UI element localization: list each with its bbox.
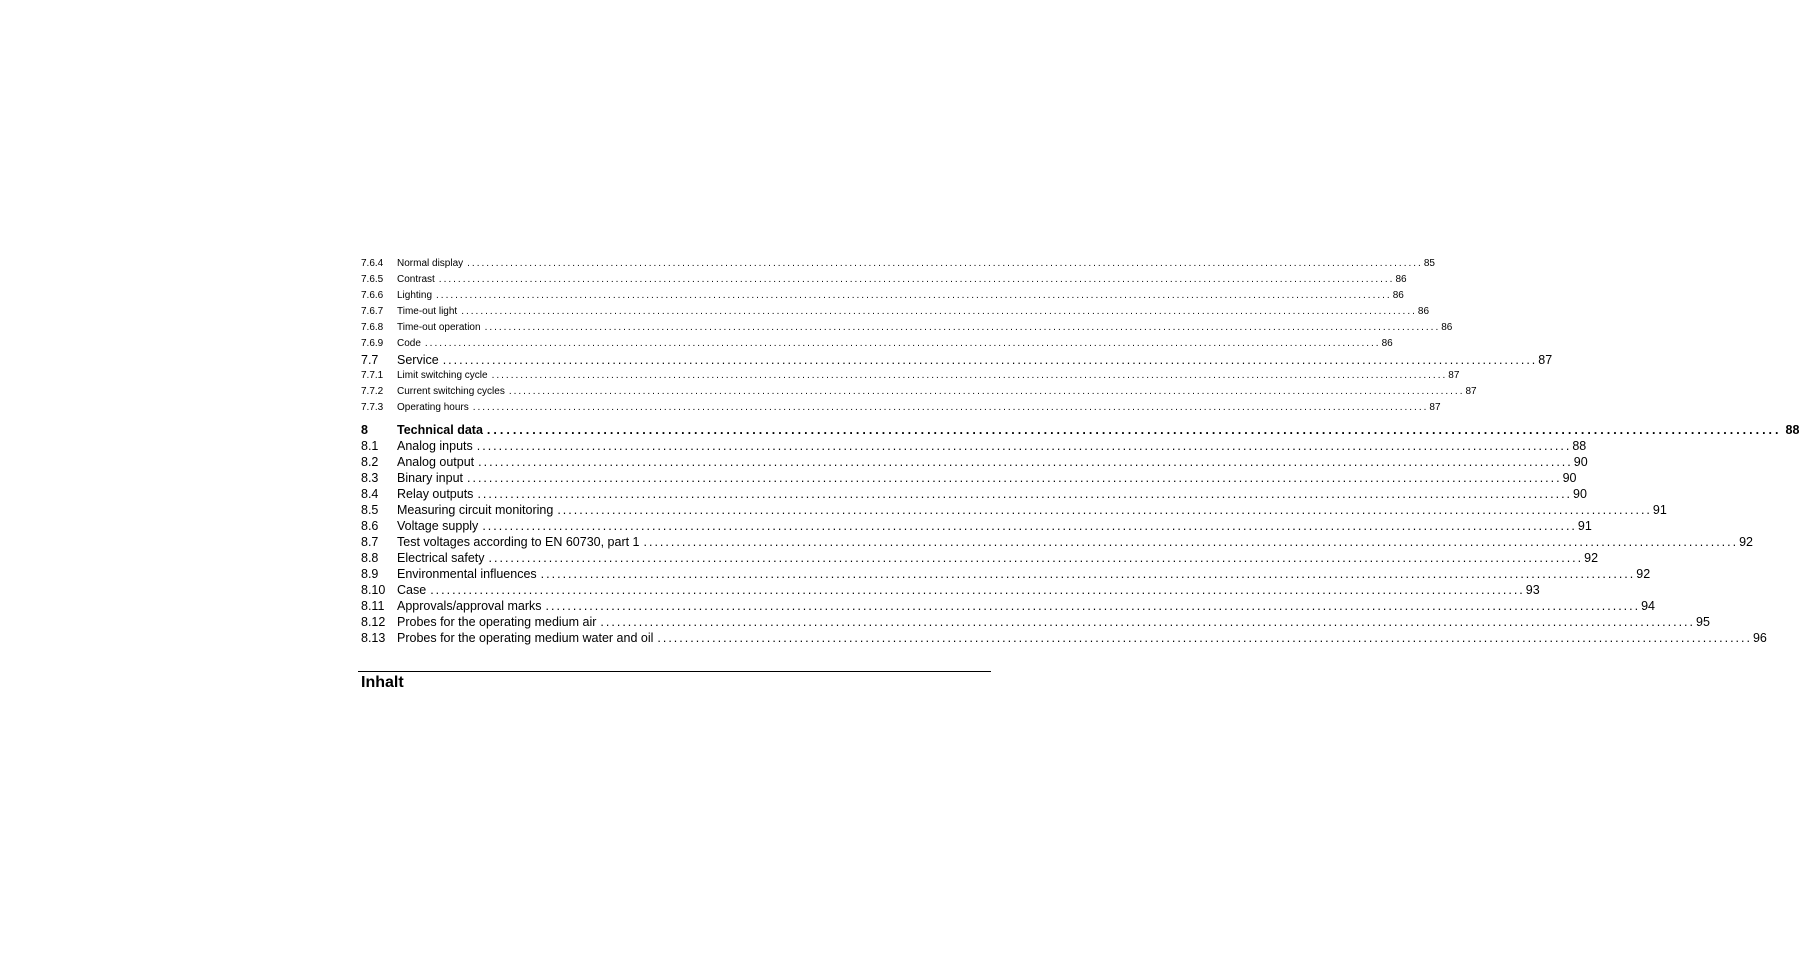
toc-entry-page: 94 bbox=[1641, 599, 1656, 613]
toc-entry-title: Time-out operation bbox=[397, 322, 481, 333]
toc-entry-page: 93 bbox=[1525, 583, 1540, 597]
toc-entry[interactable] bbox=[361, 454, 1588, 470]
toc-entry-title: Binary input bbox=[397, 471, 464, 485]
toc-leader-dots: ........................................................................................................................................................................................................ bbox=[424, 338, 1381, 349]
toc-entry-number: 8.1 bbox=[361, 439, 379, 453]
toc-leader-dots: ........................................................................................................................................................................................................ bbox=[472, 402, 1429, 413]
toc-entry-page: 96 bbox=[1752, 631, 1767, 645]
toc-entry-number: 8.4 bbox=[361, 487, 379, 501]
toc-entry[interactable] bbox=[361, 422, 1799, 438]
toc-entry-page: 86 bbox=[1395, 274, 1407, 285]
toc-entry-title: Approvals/approval marks bbox=[397, 599, 542, 613]
toc-entry[interactable] bbox=[361, 336, 1393, 352]
toc-entry-title: Current switching cycles bbox=[397, 386, 505, 397]
toc-leader-dots: ........................................................................................................................................................................................................ bbox=[508, 386, 1465, 397]
toc-leader-dots: ........................................................................................................................................................................................................ bbox=[442, 353, 1538, 367]
table-of-contents bbox=[361, 256, 1799, 646]
toc-entry-page: 90 bbox=[1573, 487, 1587, 501]
toc-entry[interactable] bbox=[361, 614, 1710, 630]
toc-entry-number: 8 bbox=[361, 423, 368, 437]
toc-entry-page: 92 bbox=[1584, 551, 1599, 565]
toc-leader-dots: ........................................................................................................................................................................................................ bbox=[436, 290, 1392, 301]
toc-entry[interactable] bbox=[361, 518, 1592, 534]
toc-entry-title: Voltage supply bbox=[397, 519, 479, 533]
toc-entry-number: 7.6.4 bbox=[361, 258, 384, 269]
toc-entry[interactable] bbox=[361, 502, 1667, 518]
toc-entry-title: Limit switching cycle bbox=[397, 370, 488, 381]
toc-entry-number: 7.7.2 bbox=[361, 386, 384, 397]
toc-entry-number: 8.11 bbox=[361, 599, 385, 613]
toc-entry[interactable] bbox=[361, 486, 1587, 502]
toc-entry-page: 95 bbox=[1696, 615, 1710, 629]
toc-entry-number: 8.3 bbox=[361, 471, 379, 485]
toc-entry-page: 90 bbox=[1562, 471, 1577, 485]
toc-entry-number: 8.10 bbox=[361, 583, 386, 597]
toc-entry-page: 91 bbox=[1652, 503, 1667, 517]
toc-entry-number: 7.7.1 bbox=[361, 370, 384, 381]
toc-entry-number: 7.6.8 bbox=[361, 322, 384, 333]
toc-entry[interactable] bbox=[361, 630, 1767, 646]
toc-leader-dots: ........................................................................................................................................................................................................ bbox=[482, 519, 1577, 533]
toc-leader-dots: ........................................................................................................................................................................................................ bbox=[491, 370, 1448, 381]
toc-entry[interactable] bbox=[361, 598, 1656, 614]
toc-leader-dots: ........................................................................................................................................................................................................ bbox=[488, 551, 1584, 565]
toc-entry-page: 90 bbox=[1573, 455, 1588, 469]
toc-leader-dots: ........................................................................................................................................................................................................ bbox=[461, 306, 1417, 317]
toc-leader-dots: ........................................................................................................................................................................................................ bbox=[467, 258, 1423, 269]
toc-leader-dots: ........................................................................................................................................................................................................ bbox=[467, 471, 1562, 485]
toc-leader-dots: ........................................................................................................................................................................................................ bbox=[438, 274, 1395, 285]
toc-entry-number: 7.6.7 bbox=[361, 306, 384, 317]
toc-entry-page: 86 bbox=[1417, 306, 1430, 317]
toc-entry-number: 7.6.9 bbox=[361, 338, 384, 349]
toc-entry-title: Environmental influences bbox=[397, 567, 537, 581]
toc-entry-title: Contrast bbox=[397, 274, 435, 285]
toc-entry-title: Measuring circuit monitoring bbox=[397, 503, 554, 517]
toc-entry[interactable] bbox=[361, 534, 1754, 550]
toc-leader-dots: ........................................................................................................................................................................................................ bbox=[557, 503, 1652, 517]
toc-entry-number: 8.12 bbox=[361, 615, 386, 629]
toc-entry[interactable] bbox=[361, 400, 1441, 416]
footer-rule bbox=[358, 671, 991, 672]
toc-entry-number: 7.6.5 bbox=[361, 274, 384, 285]
toc-entry[interactable] bbox=[361, 288, 1404, 304]
toc-entry[interactable] bbox=[361, 256, 1435, 272]
toc-entry-page: 92 bbox=[1636, 567, 1651, 581]
toc-entry-title: Time-out light bbox=[397, 306, 458, 317]
toc-entry[interactable] bbox=[361, 320, 1453, 336]
toc-entry-number: 8.2 bbox=[361, 455, 379, 469]
toc-entry-title: Probes for the operating medium water and oil bbox=[397, 631, 654, 645]
toc-leader-dots: ........................................................................................................................................................................................................ bbox=[476, 439, 1572, 453]
toc-entry[interactable] bbox=[361, 384, 1477, 400]
toc-entry-page: 86 bbox=[1381, 338, 1393, 349]
toc-entry-number: 7.6.6 bbox=[361, 290, 384, 301]
toc-entry[interactable] bbox=[361, 470, 1577, 486]
toc-entry-title: Relay outputs bbox=[397, 487, 474, 501]
toc-entry-title: Analog inputs bbox=[397, 439, 473, 453]
toc-entry-page: 88 bbox=[1785, 423, 1799, 437]
toc-entry-page: 87 bbox=[1538, 353, 1553, 367]
toc-entry-title: Analog output bbox=[397, 455, 475, 469]
toc-entry-page: 88 bbox=[1572, 439, 1587, 453]
toc-leader-dots: ........................................................................................................................................................................................................ bbox=[430, 583, 1525, 597]
toc-entry[interactable] bbox=[361, 272, 1407, 288]
toc-entry-title: Electrical safety bbox=[397, 551, 485, 565]
toc-entry-number: 7.7 bbox=[361, 353, 379, 367]
toc-leader-dots: ........................................................................................................................................................................................................ bbox=[477, 487, 1573, 501]
toc-entry[interactable] bbox=[361, 352, 1553, 368]
toc-entry-title: Operating hours bbox=[397, 402, 469, 413]
toc-entry[interactable] bbox=[361, 368, 1460, 384]
toc-entry-page: 86 bbox=[1441, 322, 1453, 333]
toc-entry-title: Code bbox=[397, 338, 421, 349]
toc-entry-page: 87 bbox=[1465, 386, 1477, 397]
toc-leader-dots: ........................................................................................................................................................................................................ bbox=[657, 631, 1752, 645]
toc-entry-number: 8.9 bbox=[361, 567, 379, 581]
toc-entry-page: 86 bbox=[1392, 290, 1404, 301]
toc-entry-number: 8.8 bbox=[361, 551, 379, 565]
toc-entry-page: 91 bbox=[1577, 519, 1592, 533]
toc-entry-title: Technical data bbox=[397, 423, 483, 437]
toc-leader-dots: ........................................................................................................................................................................................................ bbox=[643, 535, 1739, 549]
toc-entry-title: Service bbox=[397, 353, 439, 367]
toc-entry-number: 7.7.3 bbox=[361, 402, 384, 413]
toc-entry[interactable] bbox=[361, 304, 1430, 320]
toc-leader-dots: ........................................................................................................................................................................................................ bbox=[478, 455, 1573, 469]
toc-leader-dots: ........................................................................................................................................................................................................ bbox=[486, 423, 1782, 437]
toc-entry-number: 8.7 bbox=[361, 535, 379, 549]
toc-entry-page: 85 bbox=[1423, 258, 1435, 269]
toc-entry[interactable] bbox=[361, 582, 1540, 598]
toc-entry-page: 87 bbox=[1429, 402, 1441, 413]
toc-leader-dots: ........................................................................................................................................................................................................ bbox=[540, 567, 1636, 581]
toc-entry-title: Case bbox=[397, 583, 427, 597]
toc-entry[interactable] bbox=[361, 566, 1651, 582]
toc-entry-title: Normal display bbox=[397, 258, 464, 269]
toc-entry-title: Lighting bbox=[397, 290, 433, 301]
footer-section-title: Inhalt bbox=[361, 674, 404, 691]
toc-entry[interactable] bbox=[361, 550, 1599, 566]
toc-entry-page: 87 bbox=[1448, 370, 1460, 381]
toc-entry-page: 92 bbox=[1739, 535, 1754, 549]
toc-entry[interactable] bbox=[361, 438, 1587, 454]
toc-entry-number: 8.5 bbox=[361, 503, 379, 517]
toc-leader-dots: ........................................................................................................................................................................................................ bbox=[600, 615, 1696, 629]
toc-entry-number: 8.6 bbox=[361, 519, 379, 533]
toc-leader-dots: ........................................................................................................................................................................................................ bbox=[545, 599, 1641, 613]
toc-entry-number: 8.13 bbox=[361, 631, 386, 645]
toc-entry-title: Test voltages according to EN 60730, part 1 bbox=[397, 535, 640, 549]
toc-entry-title: Probes for the operating medium air bbox=[397, 615, 597, 629]
toc-leader-dots: ........................................................................................................................................................................................................ bbox=[484, 322, 1441, 333]
